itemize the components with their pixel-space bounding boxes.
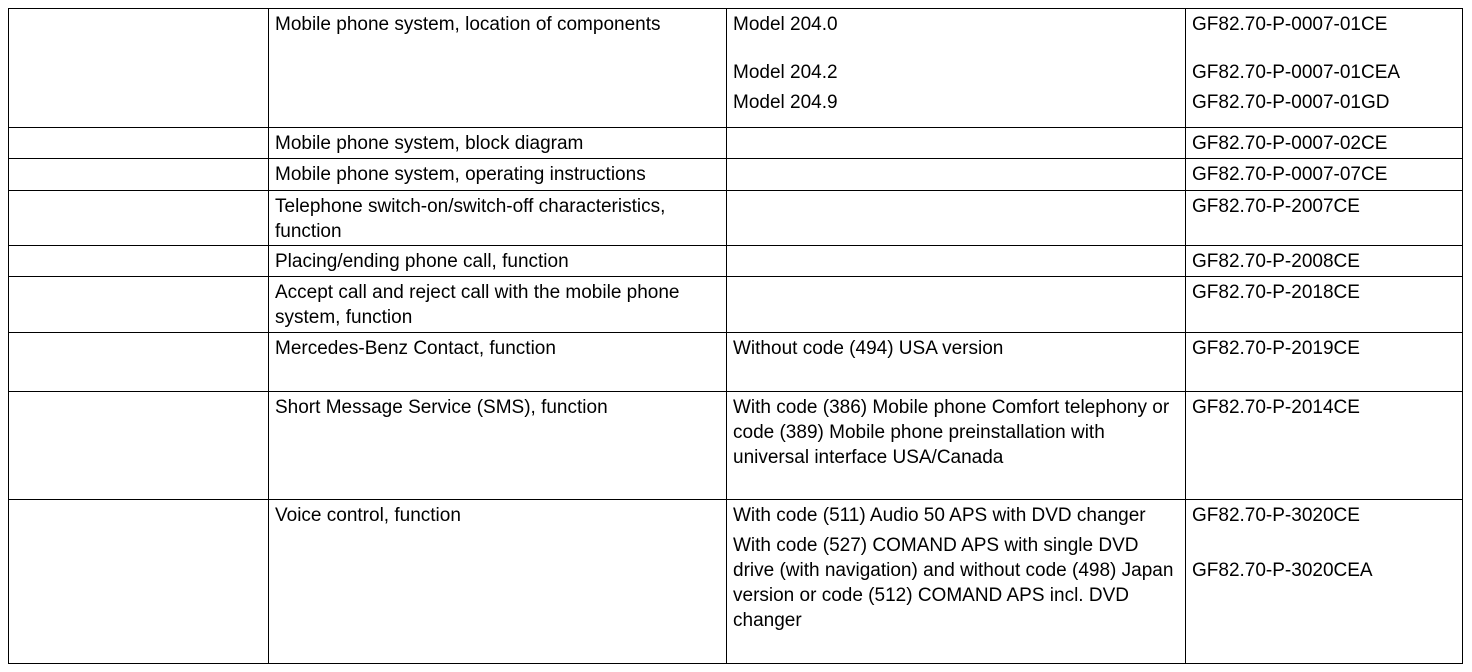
row-title: Mobile phone system, operating instructions	[275, 164, 646, 185]
table-row	[9, 191, 1463, 246]
document-number: GF82.70-P-0007-01GD	[1192, 92, 1390, 113]
row-title: Placing/ending phone call, function	[275, 251, 569, 272]
condition-cell	[727, 277, 1186, 333]
row-title: Voice control, function	[275, 505, 461, 526]
condition-cell	[727, 9, 1186, 128]
row-title-cell	[269, 191, 727, 246]
empty-cell	[9, 500, 269, 664]
document-number: GF82.70-P-3020CEA	[1192, 560, 1373, 581]
condition-text: With code (527) COMAND APS with single DVD drive (with navigation) and without code (498) Japan version or code (512) COMAND APS incl. DVD changer	[733, 535, 1174, 631]
condition-text	[727, 191, 1185, 194]
table-row	[9, 500, 1463, 664]
document-number-cell	[1186, 500, 1463, 664]
document-number: GF82.70-P-2018CE	[1192, 282, 1360, 303]
document-number: GF82.70-P-0007-01CEA	[1192, 62, 1401, 83]
row-title: Telephone switch-on/switch-off characteristics, function	[275, 196, 666, 242]
condition-text: With code (386) Mobile phone Comfort telephony or code (389) Mobile phone preinstallation with universal interface USA/Canada	[733, 397, 1170, 468]
document-number-cell	[1186, 9, 1463, 128]
row-title-cell	[269, 277, 727, 333]
table-row	[9, 392, 1463, 500]
document-number-cell	[1186, 277, 1463, 333]
document-number-cell	[1186, 191, 1463, 246]
empty-cell	[9, 191, 269, 246]
document-number: GF82.70-P-0007-02CE	[1192, 133, 1388, 154]
document-number: GF82.70-P-2007CE	[1192, 196, 1360, 217]
document-number-cell	[1186, 333, 1463, 392]
table-row	[9, 9, 1463, 128]
row-title: Mobile phone system, block diagram	[275, 133, 584, 154]
condition-text: With code (511) Audio 50 APS with DVD changer	[733, 505, 1146, 526]
condition-text: Model 204.2	[733, 62, 838, 83]
empty-cell	[9, 9, 269, 128]
table-row	[9, 159, 1463, 191]
table-row	[9, 128, 1463, 159]
condition-cell	[727, 500, 1186, 664]
empty-cell	[9, 277, 269, 333]
empty-cell	[9, 159, 269, 191]
condition-cell	[727, 128, 1186, 159]
row-title-cell	[269, 159, 727, 191]
document-number: GF82.70-P-3020CE	[1192, 505, 1360, 526]
condition-text	[727, 159, 1185, 162]
table-row	[9, 246, 1463, 277]
empty-cell	[9, 128, 269, 159]
condition-cell	[727, 159, 1186, 191]
row-title: Short Message Service (SMS), function	[275, 397, 608, 418]
condition-text: Model 204.9	[733, 92, 838, 113]
row-title-cell	[269, 333, 727, 392]
document-number: GF82.70-P-0007-07CE	[1192, 164, 1388, 185]
row-title-cell	[269, 500, 727, 664]
document-reference-table	[8, 8, 1463, 664]
condition-text	[727, 128, 1185, 131]
document-number: GF82.70-P-2019CE	[1192, 338, 1360, 359]
document-number: GF82.70-P-2014CE	[1192, 397, 1360, 418]
condition-text	[727, 246, 1185, 249]
row-title: Mobile phone system, location of components	[275, 14, 661, 35]
condition-text: Without code (494) USA version	[733, 338, 1004, 359]
table-row	[9, 333, 1463, 392]
row-title: Accept call and reject call with the mobile phone system, function	[275, 282, 680, 328]
row-title-cell	[269, 128, 727, 159]
table-row	[9, 277, 1463, 333]
document-number: GF82.70-P-0007-01CE	[1192, 14, 1388, 35]
document-number-cell	[1186, 159, 1463, 191]
condition-cell	[727, 191, 1186, 246]
row-title-cell	[269, 9, 727, 128]
condition-cell	[727, 392, 1186, 500]
document-number-cell	[1186, 128, 1463, 159]
row-title: Mercedes-Benz Contact, function	[275, 338, 556, 359]
condition-text: Model 204.0	[733, 14, 838, 35]
condition-text	[727, 277, 1185, 280]
empty-cell	[9, 246, 269, 277]
empty-cell	[9, 392, 269, 500]
condition-cell	[727, 333, 1186, 392]
document-number-cell	[1186, 392, 1463, 500]
empty-cell	[9, 333, 269, 392]
document-number-cell	[1186, 246, 1463, 277]
condition-cell	[727, 246, 1186, 277]
row-title-cell	[269, 392, 727, 500]
row-title-cell	[269, 246, 727, 277]
document-number: GF82.70-P-2008CE	[1192, 251, 1360, 272]
